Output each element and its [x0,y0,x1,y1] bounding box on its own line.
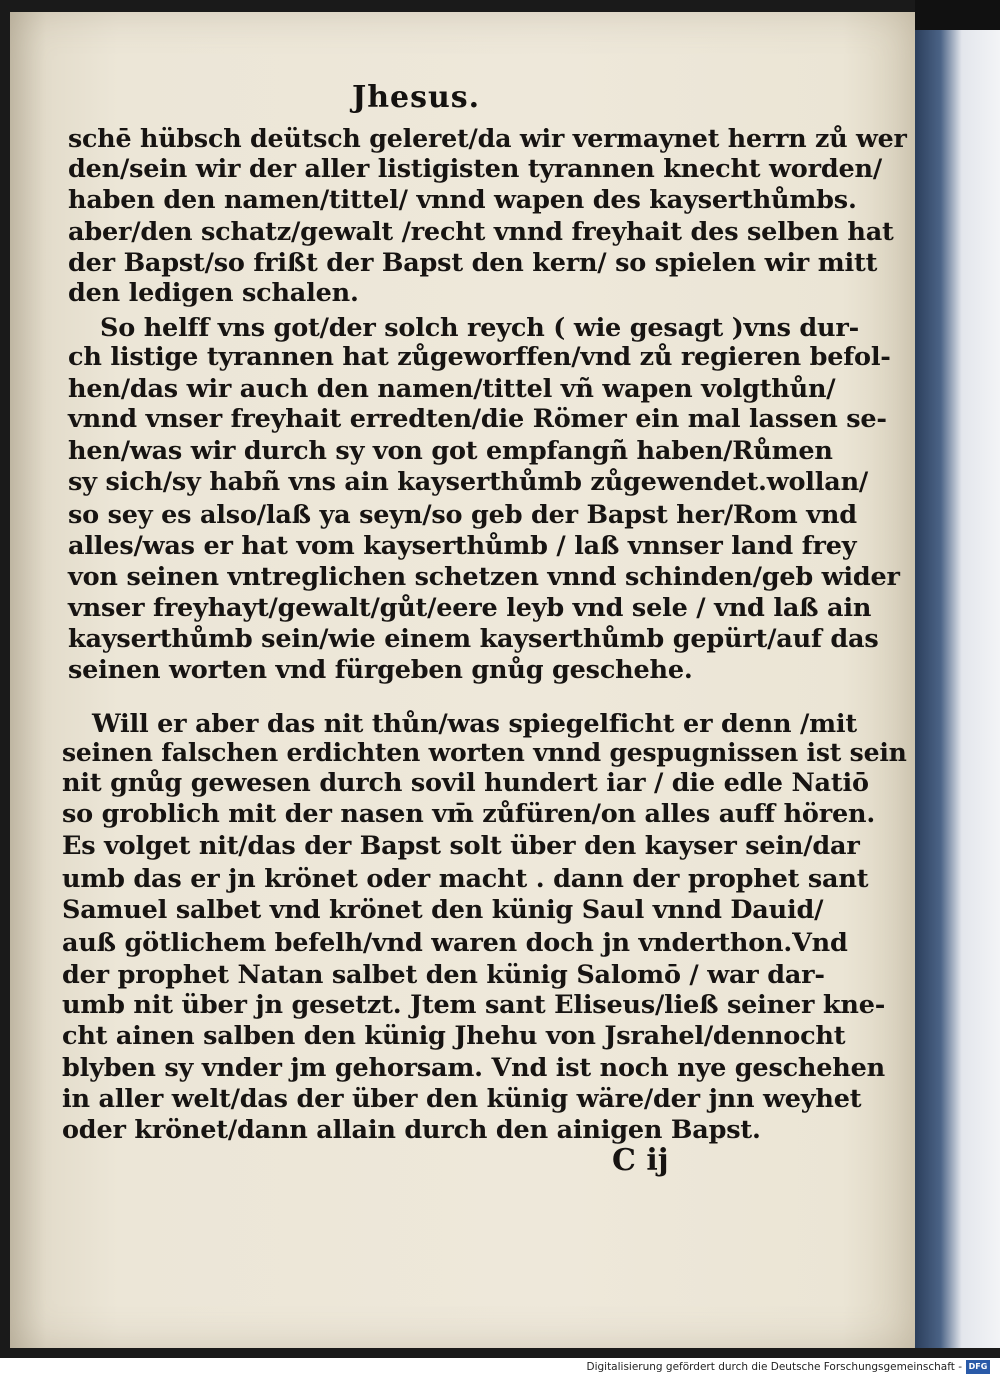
signature-mark: C ij [612,1143,669,1178]
text-line: seinen worten vnd fürgeben gnůg geschehe. [68,655,693,685]
text-line: sy sich/sy habñ vns ain kayserthůmb zůgewendet.wollan/ [68,467,869,497]
text-line: schē hübsch deütsch geleret/da wir vermaynet herrn zů wer [68,124,907,154]
text-line: Will er aber das nit thůn/was spiegelficht er denn /mit [92,709,857,739]
text-line: in aller welt/das der über den künig wäre/der jnn weyhet [62,1084,862,1114]
text-line: hen/was wir durch sy von got empfangñ haben/Růmen [68,436,833,466]
text-line: vnser freyhayt/gewalt/gůt/eere leyb vnd sele / vnd laß ain [68,593,872,623]
text-line: so groblich mit der nasen vm̄ zůfüren/on alles auff hören. [62,799,876,829]
text-line: umb das er jn krönet oder macht . dann der prophet sant [62,864,869,894]
footer-credit: Digitalisierung gefördert durch die Deutsche Forschungsgemeinschaft - [586,1361,962,1373]
text-line: hen/das wir auch den namen/tittel vñ wapen volgthůn/ [68,374,836,404]
text-line: blyben sy vnder jm gehorsam. Vnd ist noch nye geschehen [62,1053,886,1083]
text-line: umb nit über jn gesetzt. Jtem sant Eliseus/ließ seiner kne- [62,990,886,1020]
running-head: Jhesus. [352,80,481,115]
text-line: oder krönet/dann allain durch den ainigen Bapst. [62,1115,761,1145]
scan-corner [915,0,1000,30]
text-line: der Bapst/so frißt der Bapst den kern/ so spielen wir mitt [68,248,878,278]
text-line: ch listige tyrannen hat zůgeworffen/vnd zů regieren befol- [68,342,891,372]
text-line: kayserthůmb sein/wie einem kayserthůmb gepürt/auf das [68,624,879,654]
text-line: cht ainen salben den künig Jhehu von Jsrahel/dennocht [62,1021,846,1051]
text-line: aber/den schatz/gewalt /recht vnnd freyhait des selben hat [68,217,894,247]
text-line: seinen falschen erdichten worten vnnd gespugnissen ist sein [62,738,907,768]
page-edge-strip [915,30,1000,1348]
text-line: nit gnůg gewesen durch sovil hundert iar / die edle Natiō [62,768,869,798]
text-line: Samuel salbet vnd krönet den künig Saul vnnd Dauid/ [62,895,824,925]
text-line: den ledigen schalen. [68,278,359,308]
text-line: Es volget nit/das der Bapst solt über den kayser sein/dar [62,831,860,861]
text-line: vnnd vnser freyhait erredten/die Römer ein mal lassen se- [68,404,887,434]
text-line: den/sein wir der aller listigisten tyrannen knecht worden/ [68,154,882,184]
text-line: so sey es also/laß ya seyn/so geb der Bapst her/Rom vnd [68,500,857,530]
text-line: auß götlichem befelh/vnd waren doch jn vnderthon.Vnd [62,928,848,958]
dfg-logo: DFG [966,1360,990,1374]
text-line: alles/was er hat vom kayserthůmb / laß vnnser land frey [68,531,857,561]
text-line: der prophet Natan salbet den künig Salomō / war dar- [62,960,825,990]
text-line: von seinen vntreglichen schetzen vnnd schinden/geb wider [68,562,900,592]
text-line: haben den namen/tittel/ vnnd wapen des kayserthůmbs. [68,185,857,215]
text-line: So helff vns got/der solch reych ( wie gesagt )vns dur- [100,313,860,343]
